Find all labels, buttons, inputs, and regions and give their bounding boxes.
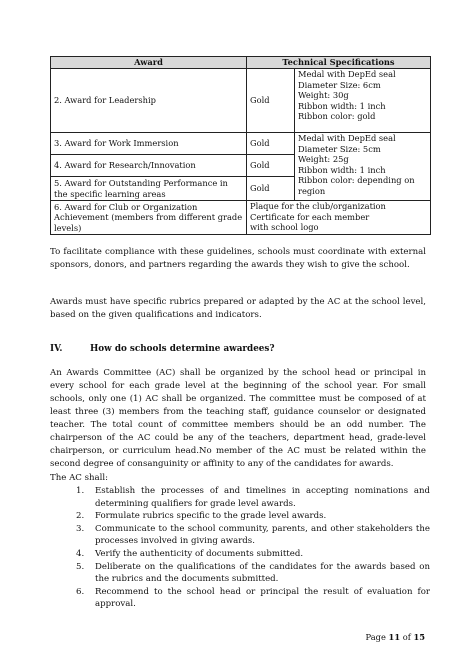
spec-line: Certificate for each member with school logo — [250, 211, 370, 233]
ac-duties-list — [50, 485, 430, 611]
list-number: 6. — [76, 586, 85, 597]
table-row — [51, 69, 431, 133]
award-name: 6. Award for Club or Organization Achievement (members from different grade levels) — [51, 201, 247, 235]
section-number: IV. — [50, 344, 63, 354]
page-footer — [366, 632, 425, 642]
page-label: Page — [365, 632, 386, 642]
list-item — [50, 561, 430, 586]
section-title: How do schools determine awardees? — [90, 344, 275, 354]
table-row — [51, 201, 431, 235]
spec-line: Plaque for the club/organization — [250, 201, 386, 211]
spec-line: Medal with DepEd seal — [298, 133, 396, 143]
paragraph-coordination: To facilitate compliance with these guidelines, schools must coordinate with external sponsors, donors, and partners regarding the awards they wish to give the school. — [50, 247, 426, 270]
awards-table — [50, 56, 431, 235]
spec-cell — [247, 201, 431, 235]
list-item — [50, 523, 430, 548]
award-grade: Gold — [247, 133, 295, 155]
section-heading — [50, 344, 275, 354]
of-label: of — [402, 632, 411, 642]
list-number: 5. — [76, 561, 85, 572]
award-grade: Gold — [247, 177, 295, 201]
list-item — [50, 485, 430, 510]
list-number: 1. — [76, 486, 85, 496]
award-name: 3. Award for Work Immersion — [51, 133, 247, 155]
list-number: 2. — [76, 511, 85, 522]
paragraph-awards-committee: An Awards Committee (AC) shall be organized by the school head or principal in every school for each grade level at the beginning of the school year. For small schools, only one (1) AC shall be organized. The committee must be composed of at least three (3) members from the teaching staff, guidance counselor or designated teacher. The total count of committee members should be an odd number. The chairperson of the AC could be any of the teachers, department head, grade-level chairperson, or curriculum head.No member of the AC must be related within the second degree of consanguinity or affinity to any of the candidates for awards. — [50, 368, 426, 469]
paragraph-rubrics: Awards must have specific rubrics prepared or adapted by the AC at the school level, based on the given qualifications and indicators. — [50, 297, 426, 320]
spec-line: Ribbon color: depending on region — [298, 175, 415, 196]
award-grade: Gold — [247, 155, 295, 177]
spec-line: Diameter Size: 5cm — [298, 143, 381, 154]
spec-line: Ribbon width: 1 inch — [298, 100, 386, 111]
list-item — [50, 548, 430, 561]
spec-line: Ribbon width: 1 inch — [298, 164, 386, 175]
list-text: Verify the authenticity of documents submitted. — [95, 548, 304, 559]
award-name: 2. Award for Leadership — [51, 69, 247, 133]
total-pages: 15 — [413, 632, 425, 642]
spec-line: Weight: 30g — [298, 90, 349, 101]
current-page: 11 — [388, 632, 401, 642]
spec-line: Diameter Size: 6cm — [298, 79, 381, 90]
spec-cell — [295, 69, 431, 133]
list-text: Formulate rubrics specific to the grade level awards. — [95, 511, 327, 522]
header-technical-specifications: Technical Specifications — [247, 57, 431, 69]
list-number: 4. — [76, 548, 85, 559]
spec-line: Ribbon color: gold — [298, 111, 376, 122]
award-name: 5. Award for Outstanding Performance in the specific learning areas — [51, 177, 247, 201]
spec-cell — [295, 133, 431, 201]
list-number: 3. — [76, 523, 85, 534]
list-item — [50, 586, 430, 611]
award-name: 4. Award for Research/Innovation — [51, 155, 247, 177]
spec-line: Medal with DepEd seal — [298, 69, 396, 79]
header-award: Award — [51, 57, 247, 69]
list-text: Deliberate on the qualifications of the candidates for the awards based on the rubrics and the documents submitted. — [95, 561, 430, 585]
table-header-row — [51, 57, 431, 69]
list-text: Recommend to the school head or principal the result of evaluation for approval. — [95, 586, 430, 610]
list-item — [50, 510, 430, 523]
spec-line: Weight: 25g — [298, 154, 349, 165]
table-row — [51, 133, 431, 155]
paragraph-ac-shall: The AC shall: — [50, 473, 109, 483]
award-grade: Gold — [247, 69, 295, 133]
list-text: Establish the processes of and timelines in accepting nominations and determining qualifiers for grade level awards. — [95, 486, 430, 509]
list-text: Communicate to the school community, parents, and other stakeholders the processes involved in giving awards. — [95, 523, 430, 547]
